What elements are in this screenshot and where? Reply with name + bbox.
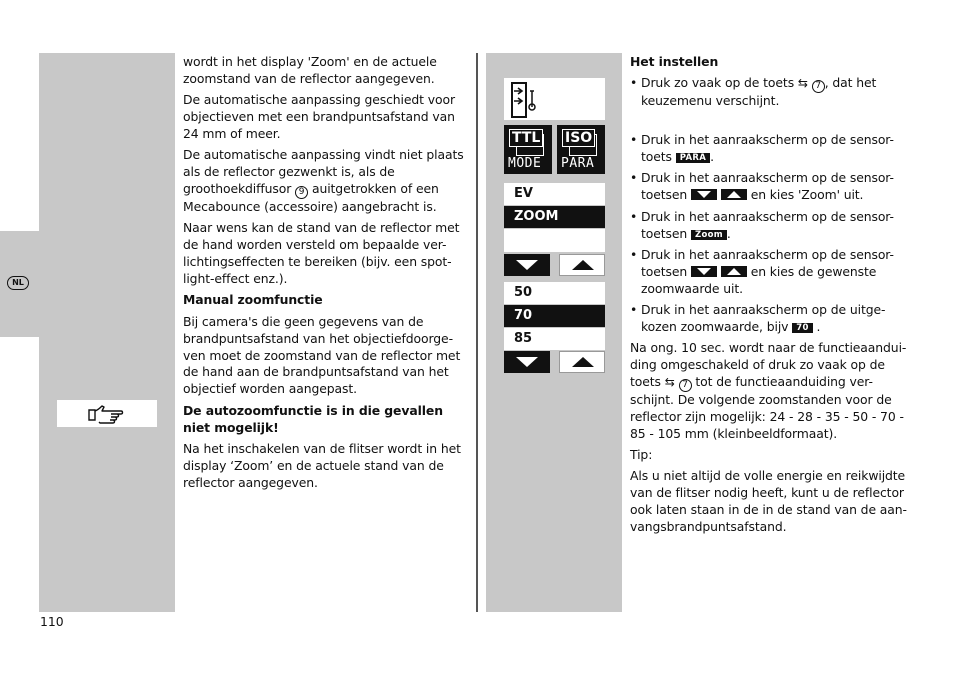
menu-item-ev[interactable]: EV xyxy=(504,183,605,205)
swap-arrows-icon: ⇆ xyxy=(797,76,808,91)
language-badge: NL xyxy=(7,276,29,290)
left-margin-panel xyxy=(39,53,175,612)
zoom-value-85[interactable]: 85 xyxy=(504,328,605,350)
tip-text: Als u niet altijd de volle energie en reikwijdte van de flitser nodig heeft, kunt u de reflector ook laten staan in de in de stand van de aan-vangsbrandpuntsafstand. xyxy=(630,468,907,535)
pointing-hand-icon xyxy=(87,404,127,424)
section-heading: Manual zoomfunctie xyxy=(183,292,323,308)
reference-number: 7 xyxy=(679,379,692,392)
swap-arrows-icon: ⇆ xyxy=(664,374,675,389)
menu-item-zoom[interactable]: ZOOM xyxy=(504,206,605,228)
list-item: • Druk in het aanraakscherm op de sensor-toetsen Zoom . xyxy=(630,209,914,243)
paragraph: Na het inschakelen van de flitser wordt in het display ‘Zoom’ en de actuele stand van de reflector aangegeven. xyxy=(183,440,461,490)
reference-number: 9 xyxy=(295,186,308,199)
paragraph: wordt in het display 'Zoom' en de actuele zoomstand van de reflector aangegeven. xyxy=(183,54,437,86)
iso-label: ISO xyxy=(562,129,595,147)
value-70-chip: 70 xyxy=(792,323,812,333)
zoom-value-50[interactable]: 50 xyxy=(504,282,605,304)
right-text-column xyxy=(630,54,914,540)
paragraph: De automatische aanpassing geschiedt voor objectieven met een brandpuntsafstand van 24 mm of meer. xyxy=(183,92,455,142)
reference-number: 7 xyxy=(812,80,825,93)
menu-up-button[interactable] xyxy=(559,254,605,276)
ttl-mode-button[interactable] xyxy=(504,125,552,174)
down-arrow-icon xyxy=(691,266,717,277)
page-number: 110 xyxy=(40,614,64,629)
flash-reflector-icon xyxy=(506,79,546,119)
tip-label: Tip: xyxy=(630,447,653,463)
up-arrow-icon xyxy=(721,266,747,277)
zoom-chip: Zoom xyxy=(691,230,727,240)
list-item: • Druk in het aanraakscherm op de sensor-toetsen en kies 'Zoom' uit. xyxy=(630,170,914,204)
paragraph: De automatische aanpassing vindt niet plaats als de reflector gezwenkt is, als de groothoekdiffusor 9 auitgetrokken of een Mecabounce (accessoire) aangebracht is. xyxy=(183,147,464,215)
para-label: PARA xyxy=(561,156,595,171)
paragraph: Na ong. 10 sec. wordt naar de functieaandui-ding omgeschakeld of druk zo vaak op de toets ⇆ 7 tot de functieaanduiding ver-schijnt. De volgende zoomstanden voor de reflector zijn mogelijk: 24 - 28 - 35 - 50 - 70 - 85 - 105 mm (kleinbeeldformaat). xyxy=(630,340,907,441)
zoom-up-button[interactable] xyxy=(559,351,605,373)
list-item: • Druk in het aanraakscherm op de sensor-toets PARA . xyxy=(630,132,914,166)
ttl-label: TTL xyxy=(509,129,543,147)
mode-label: MODE xyxy=(508,156,542,171)
para-chip: PARA xyxy=(676,153,710,163)
paragraph: Naar wens kan de stand van de reflector met de hand worden versteld om bepaalde ver-lichtingseffecten te bereiken (bijv. een spot-light-effect enz.). xyxy=(183,220,460,287)
down-arrow-icon xyxy=(691,189,717,200)
note-text: De autozoomfunctie is in die gevallen niet mogelijk! xyxy=(183,402,443,435)
zoom-value-70[interactable]: 70 xyxy=(504,305,605,327)
left-text-column xyxy=(183,54,469,496)
menu-empty-row xyxy=(504,229,605,252)
list-item: • Druk in het aanraakscherm op de sensor-toetsen en kies de gewenste zoomwaarde uit. xyxy=(630,247,914,298)
note-box xyxy=(57,400,157,427)
paragraph: Bij camera's die geen gegevens van de brandpuntsafstand van het objectiefdoorge-ven moet de zoomstand van de reflector met de hand aan de brandpuntsafstand van het objectief worden aangepast. xyxy=(183,313,461,397)
menu-down-button[interactable] xyxy=(504,254,550,276)
iso-para-button[interactable] xyxy=(557,125,605,174)
list-item: • Druk zo vaak op de toets ⇆ 7 , dat het keuzemenu verschijnt. xyxy=(630,75,914,110)
list-item: • Druk in het aanraakscherm op de uitge-kozen zoomwaarde, bijv 70 . xyxy=(630,302,914,336)
flash-icon-box xyxy=(504,78,605,120)
up-arrow-icon xyxy=(721,189,747,200)
section-heading: Het instellen xyxy=(630,54,719,69)
column-divider xyxy=(476,53,478,612)
zoom-down-button[interactable] xyxy=(504,351,550,373)
